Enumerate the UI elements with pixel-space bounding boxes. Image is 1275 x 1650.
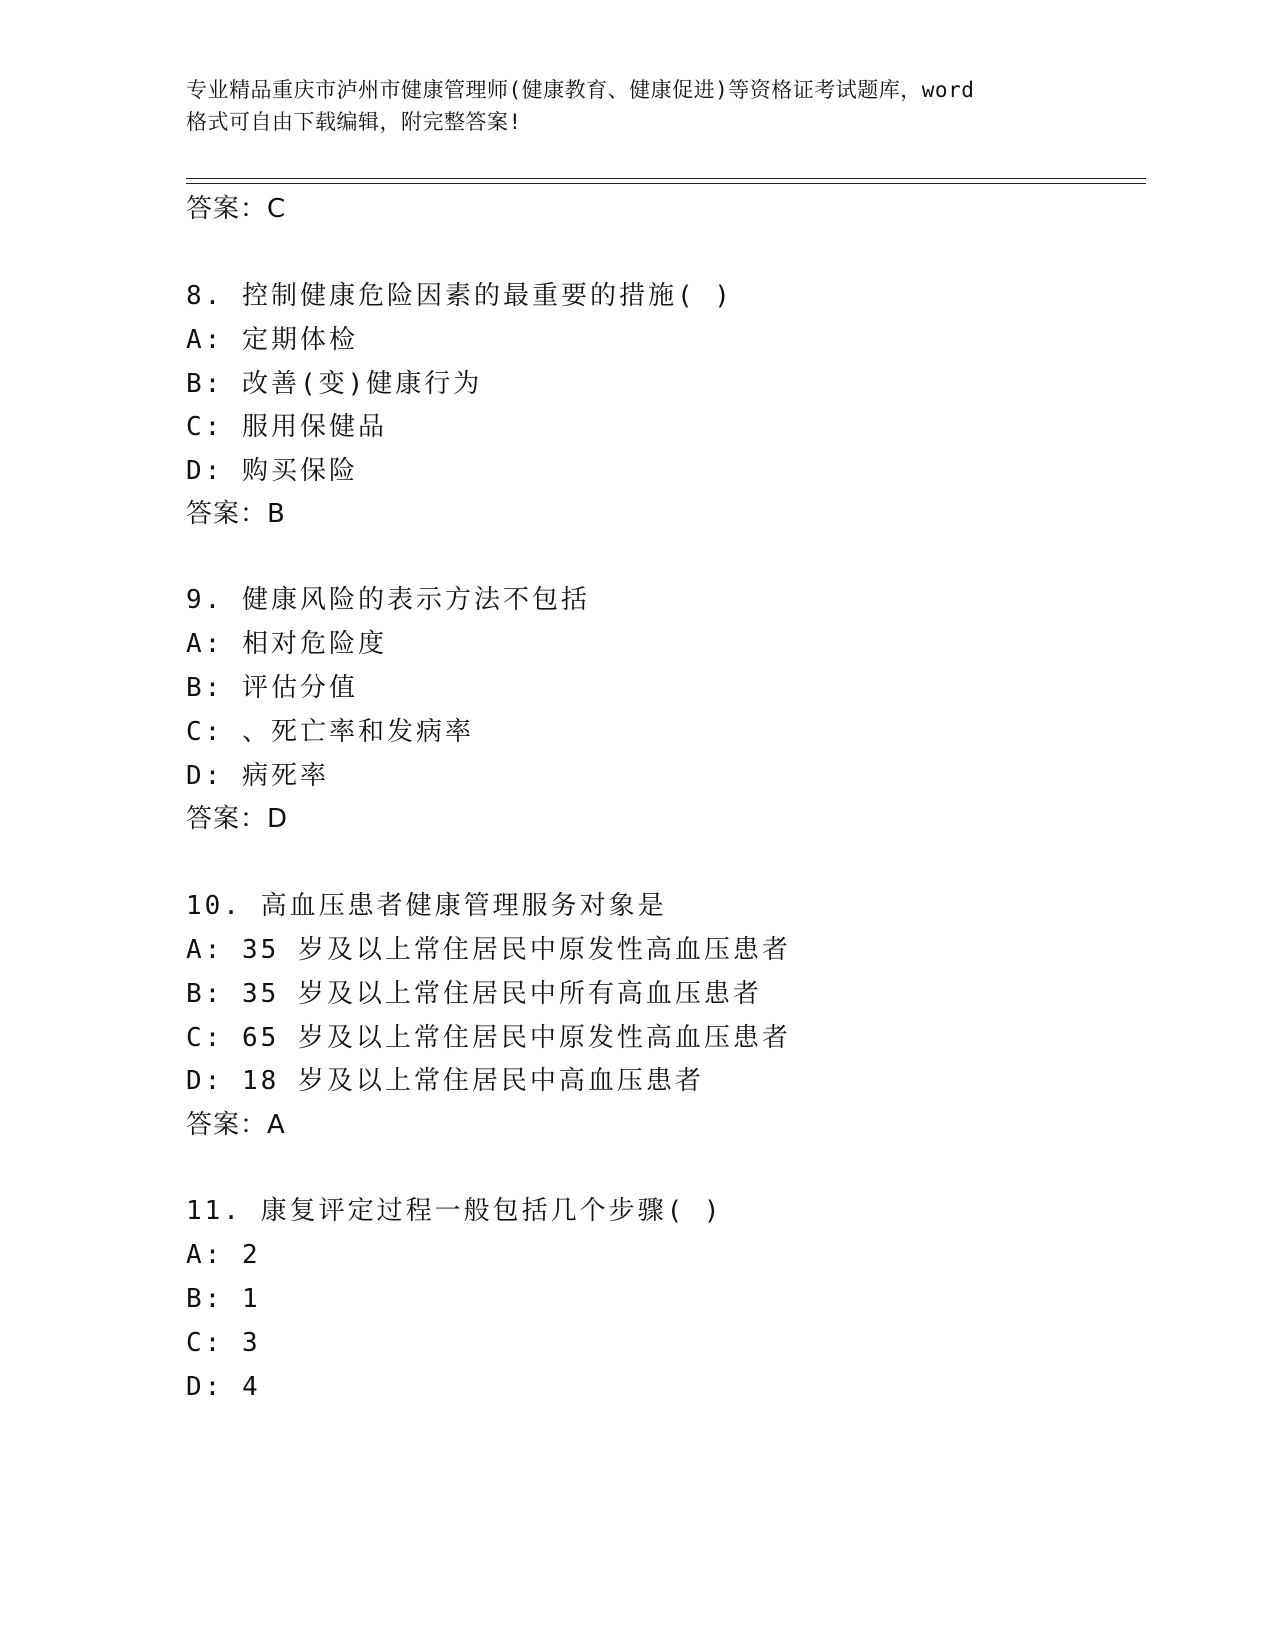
- option-b: B: 35 岁及以上常住居民中所有高血压患者: [186, 979, 762, 1009]
- option-a: A: 2: [186, 1240, 261, 1270]
- option-c: C: 65 岁及以上常住居民中原发性高血压患者: [186, 1023, 791, 1053]
- question-stem: 8. 控制健康危险因素的最重要的措施( ): [186, 281, 733, 311]
- option-a: A: 相对危险度: [186, 629, 387, 659]
- option-a: A: 35 岁及以上常住居民中原发性高血压患者: [186, 935, 791, 965]
- header-divider-top: [186, 178, 1146, 179]
- answer: 答案：D: [186, 804, 289, 834]
- question-stem: 11. 康复评定过程一般包括几个步骤( ): [186, 1196, 723, 1226]
- option-b: B: 评估分值: [186, 673, 358, 703]
- option-c: C: 服用保健品: [186, 412, 387, 442]
- question-stem: 10. 高血压患者健康管理服务对象是: [186, 891, 667, 921]
- header-divider-bottom: [186, 183, 1146, 184]
- option-c: C: 、死亡率和发病率: [186, 717, 474, 747]
- option-c: C: 3: [186, 1328, 261, 1358]
- option-b: B: 改善(变)健康行为: [186, 369, 483, 399]
- header-line-2: 格式可自由下载编辑，附完整答案!: [186, 110, 522, 134]
- previous-answer: 答案：C: [186, 194, 287, 224]
- option-d: D: 病死率: [186, 761, 329, 791]
- option-b: B: 1: [186, 1284, 261, 1314]
- answer: 答案：B: [186, 499, 286, 529]
- option-d: D: 18 岁及以上常住居民中高血压患者: [186, 1066, 704, 1096]
- document-header: [186, 74, 1146, 138]
- option-a: A: 定期体检: [186, 325, 358, 355]
- option-d: D: 4: [186, 1372, 261, 1402]
- question-stem: 9. 健康风险的表示方法不包括: [186, 585, 590, 615]
- answer: 答案：A: [186, 1110, 286, 1140]
- option-d: D: 购买保险: [186, 456, 358, 486]
- header-line-1: 专业精品重庆市泸州市健康管理师(健康教育、健康促进)等资格证考试题库，word: [186, 78, 975, 102]
